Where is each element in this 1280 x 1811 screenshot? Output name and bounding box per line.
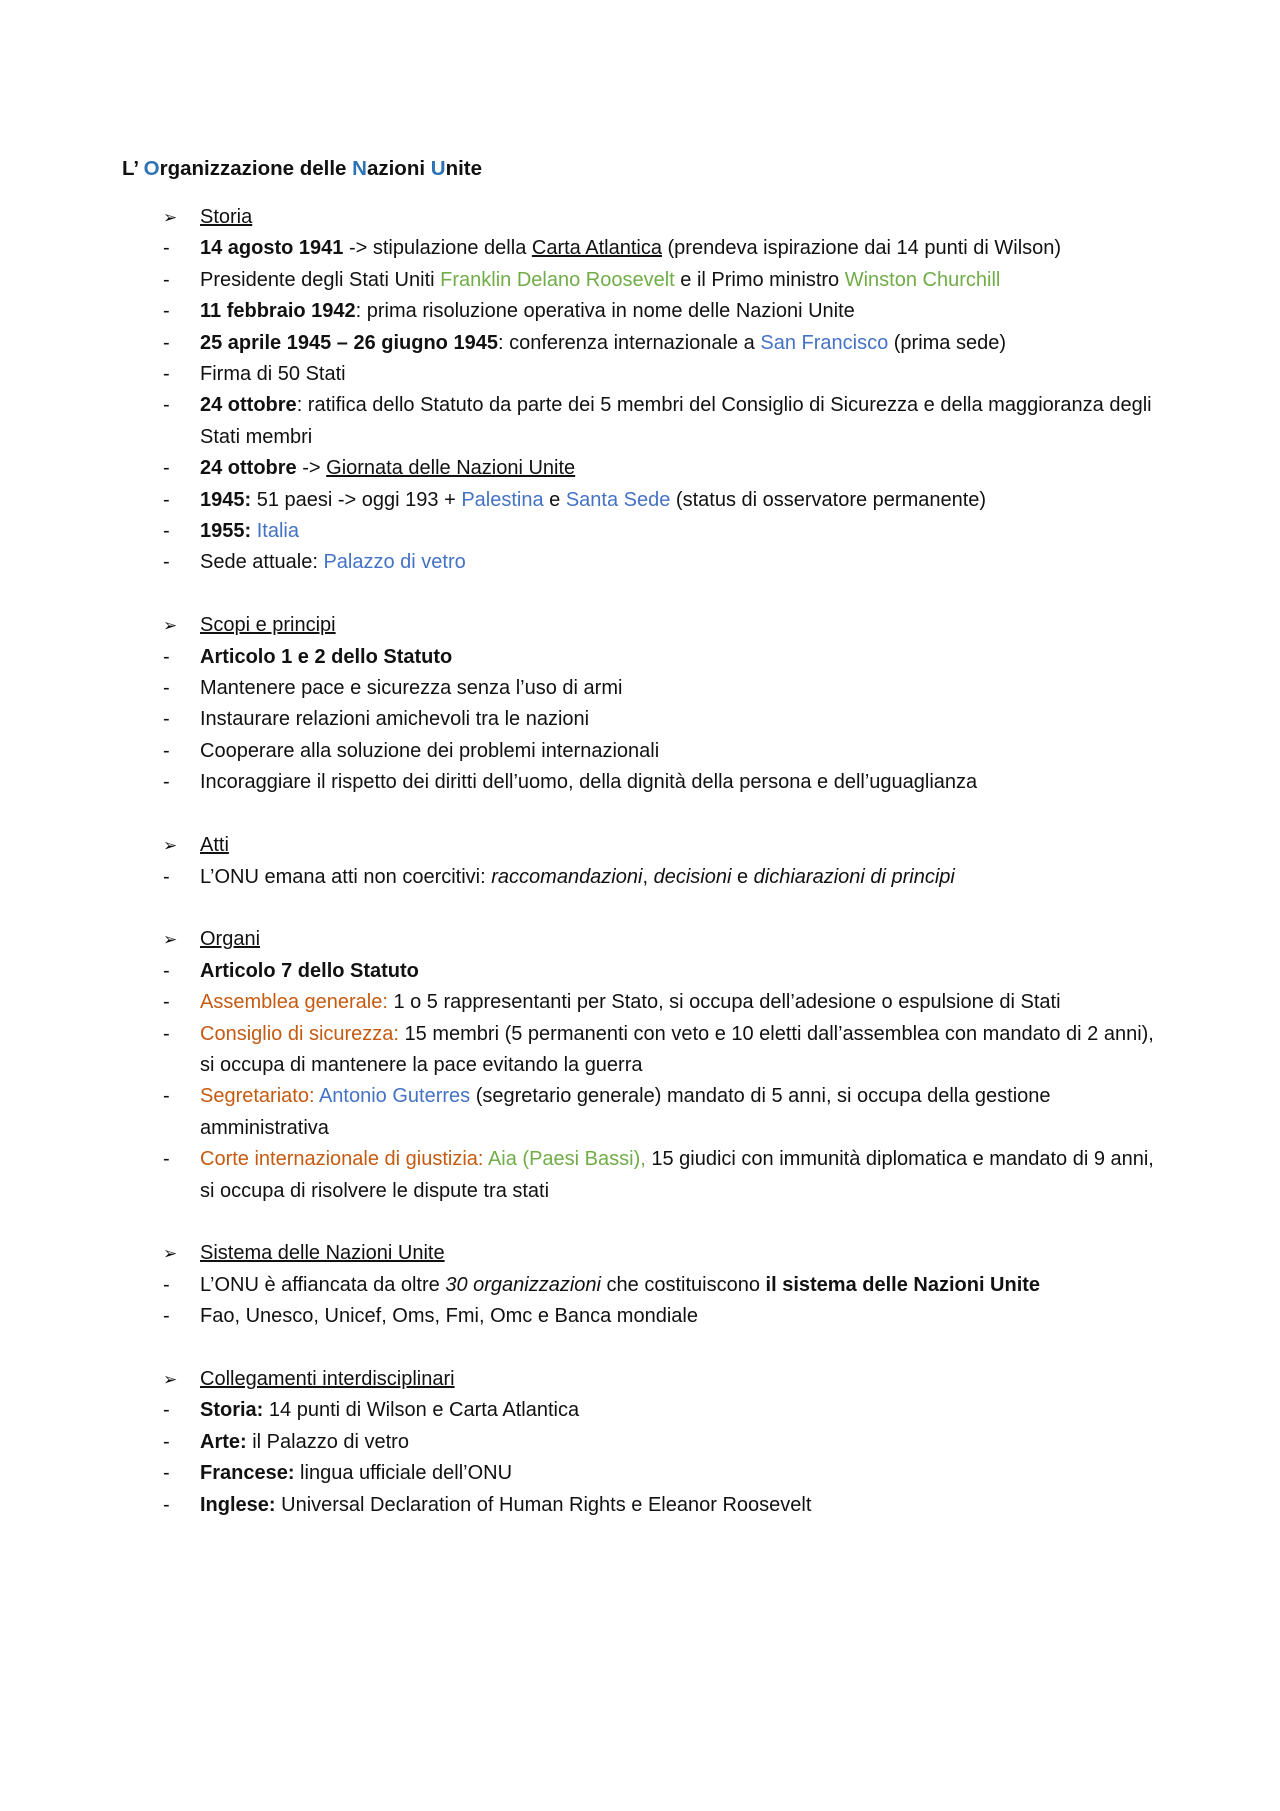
list-item — [163, 1019, 1173, 1082]
document-body — [163, 202, 1173, 1552]
list-item — [163, 453, 1173, 484]
title-text: nite — [445, 157, 483, 180]
list-item — [163, 390, 1173, 453]
list-item — [163, 1490, 1173, 1521]
text-segment: Mantenere pace e sicurezza senza l’uso di armi — [200, 677, 623, 700]
dash-bullet-icon: - — [163, 268, 170, 291]
text-segment: 30 organizzazioni — [445, 1273, 601, 1296]
dash-bullet-icon: - — [163, 237, 170, 260]
dash-bullet-icon: - — [163, 1022, 170, 1045]
dash-bullet-icon: - — [163, 1085, 170, 1108]
text-segment: 1 o 5 rappresentanti per Stato, si occupa dell’adesione o espulsione di Stati — [387, 991, 1061, 1014]
text-segment: Cooperare alla soluzione dei problemi internazionali — [200, 739, 660, 762]
text-segment: e il Primo ministro — [674, 268, 845, 291]
text-segment: 14 agosto 1941 — [200, 237, 344, 260]
title-capital-letter: O — [143, 157, 160, 180]
text-segment: Carta Atlantica — [531, 237, 662, 260]
text-segment: lingua ufficiale dell’ONU — [294, 1462, 513, 1485]
text-segment: Santa Sede — [565, 488, 671, 511]
text-segment: 15 giudici con immunità diplomatica e mandato di 9 anni, si occupa di risolvere le dispute tra stati — [200, 1148, 1154, 1202]
dash-bullet-icon: - — [163, 771, 170, 794]
dash-bullet-icon: - — [163, 331, 170, 354]
section-heading — [163, 924, 1173, 955]
arrow-bullet-icon: ➢ — [163, 1244, 178, 1264]
arrow-bullet-icon: ➢ — [163, 930, 178, 950]
section-heading-text: Sistema delle Nazioni Unite — [200, 1242, 445, 1265]
text-segment: Fao, Unesco, Unicef, Oms, Fmi, Omc e Banca mondiale — [200, 1305, 698, 1328]
list-item — [163, 987, 1173, 1018]
text-segment: Giornata delle Nazioni Unite — [326, 457, 576, 480]
text-segment: Palazzo di vetro — [323, 551, 466, 574]
section-heading-text: Scopi e principi — [200, 614, 336, 637]
dash-bullet-icon: - — [163, 1305, 170, 1328]
dash-bullet-icon: - — [163, 865, 170, 888]
section-heading — [163, 202, 1173, 233]
section — [163, 1364, 1173, 1521]
text-segment: Francese: — [200, 1462, 295, 1485]
text-segment: L’ONU è affiancata da oltre — [200, 1273, 446, 1296]
list-item — [163, 328, 1173, 359]
text-segment: Arte: — [200, 1430, 247, 1453]
dash-bullet-icon: - — [163, 1493, 170, 1516]
text-segment: Palestina — [461, 488, 544, 511]
dash-bullet-icon: - — [163, 1273, 170, 1296]
section-heading — [163, 610, 1173, 641]
text-segment: : prima risoluzione operativa in nome delle Nazioni Unite — [355, 300, 855, 323]
text-segment: (segretario generale) mandato di 5 anni, si occupa della gestione amministrativa — [200, 1085, 1051, 1139]
text-segment: Corte internazionale di giustizia: — [200, 1148, 484, 1171]
dash-bullet-icon: - — [163, 1148, 170, 1171]
dash-bullet-icon: - — [163, 708, 170, 731]
section — [163, 1238, 1173, 1332]
text-segment: Presidente degli Stati Uniti — [200, 268, 441, 291]
text-segment: Sede attuale: — [200, 551, 324, 574]
text-segment: Articolo 1 e 2 dello Statuto — [200, 645, 453, 668]
text-segment: 15 membri (5 permanenti con veto e 10 eletti dall’assemblea con mandato di 2 anni), si occupa di mantenere la pace evitando la guerra — [200, 1022, 1154, 1076]
text-segment: San Francisco — [760, 331, 889, 354]
dash-bullet-icon: - — [163, 488, 170, 511]
section-heading-text: Collegamenti interdisciplinari — [200, 1367, 455, 1390]
dash-bullet-icon: - — [163, 363, 170, 386]
document-title — [122, 153, 482, 184]
arrow-bullet-icon: ➢ — [163, 1369, 178, 1389]
text-segment: 11 febbraio 1942 — [200, 300, 356, 323]
text-segment: Antonio Guterres — [318, 1085, 471, 1108]
text-segment: Italia — [256, 520, 299, 543]
section-heading-text: Storia — [200, 206, 253, 228]
section — [163, 202, 1173, 579]
list-item — [163, 485, 1173, 516]
list-item — [163, 642, 1173, 673]
text-segment: raccomandazioni — [491, 865, 643, 888]
text-segment: il sistema delle Nazioni Unite — [765, 1273, 1041, 1296]
dash-bullet-icon: - — [163, 677, 170, 700]
list-item — [163, 767, 1173, 798]
text-segment: Franklin Delano Roosevelt — [440, 268, 675, 291]
list-item — [163, 736, 1173, 767]
text-segment: 14 punti di Wilson e Carta Atlantica — [263, 1399, 580, 1422]
text-segment: Segretariato: — [200, 1085, 315, 1108]
list-item — [163, 704, 1173, 735]
dash-bullet-icon: - — [163, 991, 170, 1014]
text-segment: e — [731, 865, 754, 888]
dash-bullet-icon: - — [163, 959, 170, 982]
dash-bullet-icon: - — [163, 645, 170, 668]
text-segment: Inglese: — [200, 1493, 276, 1516]
text-segment: che costituiscono — [601, 1273, 766, 1296]
dash-bullet-icon: - — [163, 551, 170, 574]
text-segment: 25 aprile 1945 – 26 giugno 1945 — [200, 331, 498, 354]
text-segment: L’ONU emana atti non coercitivi: — [200, 865, 492, 888]
list-item — [163, 1144, 1173, 1207]
list-item — [163, 547, 1173, 578]
text-segment: il Palazzo di vetro — [246, 1430, 409, 1453]
text-segment: (prima sede) — [888, 331, 1007, 354]
arrow-bullet-icon: ➢ — [163, 208, 178, 227]
text-segment: e — [543, 488, 566, 511]
list-item — [163, 296, 1173, 327]
text-segment: (status di osservatore permanente) — [670, 488, 987, 511]
text-segment: 51 paesi -> oggi 193 + — [251, 488, 462, 511]
text-segment: Articolo 7 dello Statuto — [200, 959, 419, 982]
list-item — [163, 516, 1173, 547]
list-item — [163, 1270, 1173, 1301]
text-segment: Storia: — [200, 1399, 264, 1422]
title-text: rganizzazione delle — [159, 157, 353, 180]
list-item — [163, 1458, 1173, 1489]
section-heading — [163, 830, 1173, 861]
list-item — [163, 233, 1173, 264]
section-heading-text: Atti — [200, 834, 229, 857]
section — [163, 924, 1173, 1207]
text-segment: (prendeva ispirazione dai 14 punti di Wilson) — [661, 237, 1062, 260]
dash-bullet-icon: - — [163, 520, 170, 543]
text-segment: 24 ottobre — [200, 457, 297, 480]
title-capital-letter: U — [430, 157, 446, 180]
text-segment: Universal Declaration of Human Rights e Eleanor Roosevelt — [275, 1493, 812, 1516]
text-segment: : ratifica dello Statuto da parte dei 5 membri del Consiglio di Sicurezza e della maggioranza degli Stati membri — [200, 394, 1152, 448]
dash-bullet-icon: - — [163, 1430, 170, 1453]
list-item — [163, 1301, 1173, 1332]
dash-bullet-icon: - — [163, 394, 170, 417]
text-segment: Firma di 50 Stati — [200, 363, 346, 386]
section-heading — [163, 1364, 1173, 1395]
text-segment: Aia (Paesi Bassi), — [487, 1148, 646, 1171]
text-segment: Instaurare relazioni amichevoli tra le nazioni — [200, 708, 590, 731]
list-item — [163, 1427, 1173, 1458]
list-item — [163, 1395, 1173, 1426]
dash-bullet-icon: - — [163, 1399, 170, 1422]
dash-bullet-icon: - — [163, 739, 170, 762]
text-segment: -> stipulazione della — [343, 237, 532, 260]
arrow-bullet-icon: ➢ — [163, 836, 178, 856]
dash-bullet-icon: - — [163, 300, 170, 323]
dash-bullet-icon: - — [163, 457, 170, 480]
list-item — [163, 956, 1173, 987]
title-text: azioni — [366, 157, 431, 180]
list-item — [163, 265, 1173, 296]
section-heading-text: Organi — [200, 928, 261, 951]
dash-bullet-icon: - — [163, 1462, 170, 1485]
section — [163, 830, 1173, 893]
section — [163, 610, 1173, 798]
section-heading — [163, 1238, 1173, 1269]
list-item — [163, 359, 1173, 390]
text-segment: Consiglio di sicurezza: — [200, 1022, 399, 1045]
text-segment: Assemblea generale: — [200, 991, 388, 1014]
arrow-bullet-icon: ➢ — [163, 616, 178, 636]
text-segment: 1945: — [200, 488, 252, 511]
list-item — [163, 1081, 1173, 1144]
text-segment: Winston Churchill — [844, 268, 1001, 291]
text-segment: Incoraggiare il rispetto dei diritti dell’uomo, della dignità della persona e dell’uguaglianza — [200, 771, 978, 794]
text-segment: dichiarazioni di principi — [753, 865, 955, 888]
list-item — [163, 673, 1173, 704]
text-segment: -> — [296, 457, 327, 480]
text-segment: decisioni — [653, 865, 732, 888]
text-segment: 24 ottobre — [200, 394, 297, 417]
text-segment: , — [642, 865, 654, 888]
text-segment: 1955: — [200, 520, 252, 543]
list-item — [163, 862, 1173, 893]
text-segment: : conferenza internazionale a — [497, 331, 761, 354]
title-text: L’ — [122, 157, 144, 180]
title-capital-letter: N — [352, 157, 367, 180]
